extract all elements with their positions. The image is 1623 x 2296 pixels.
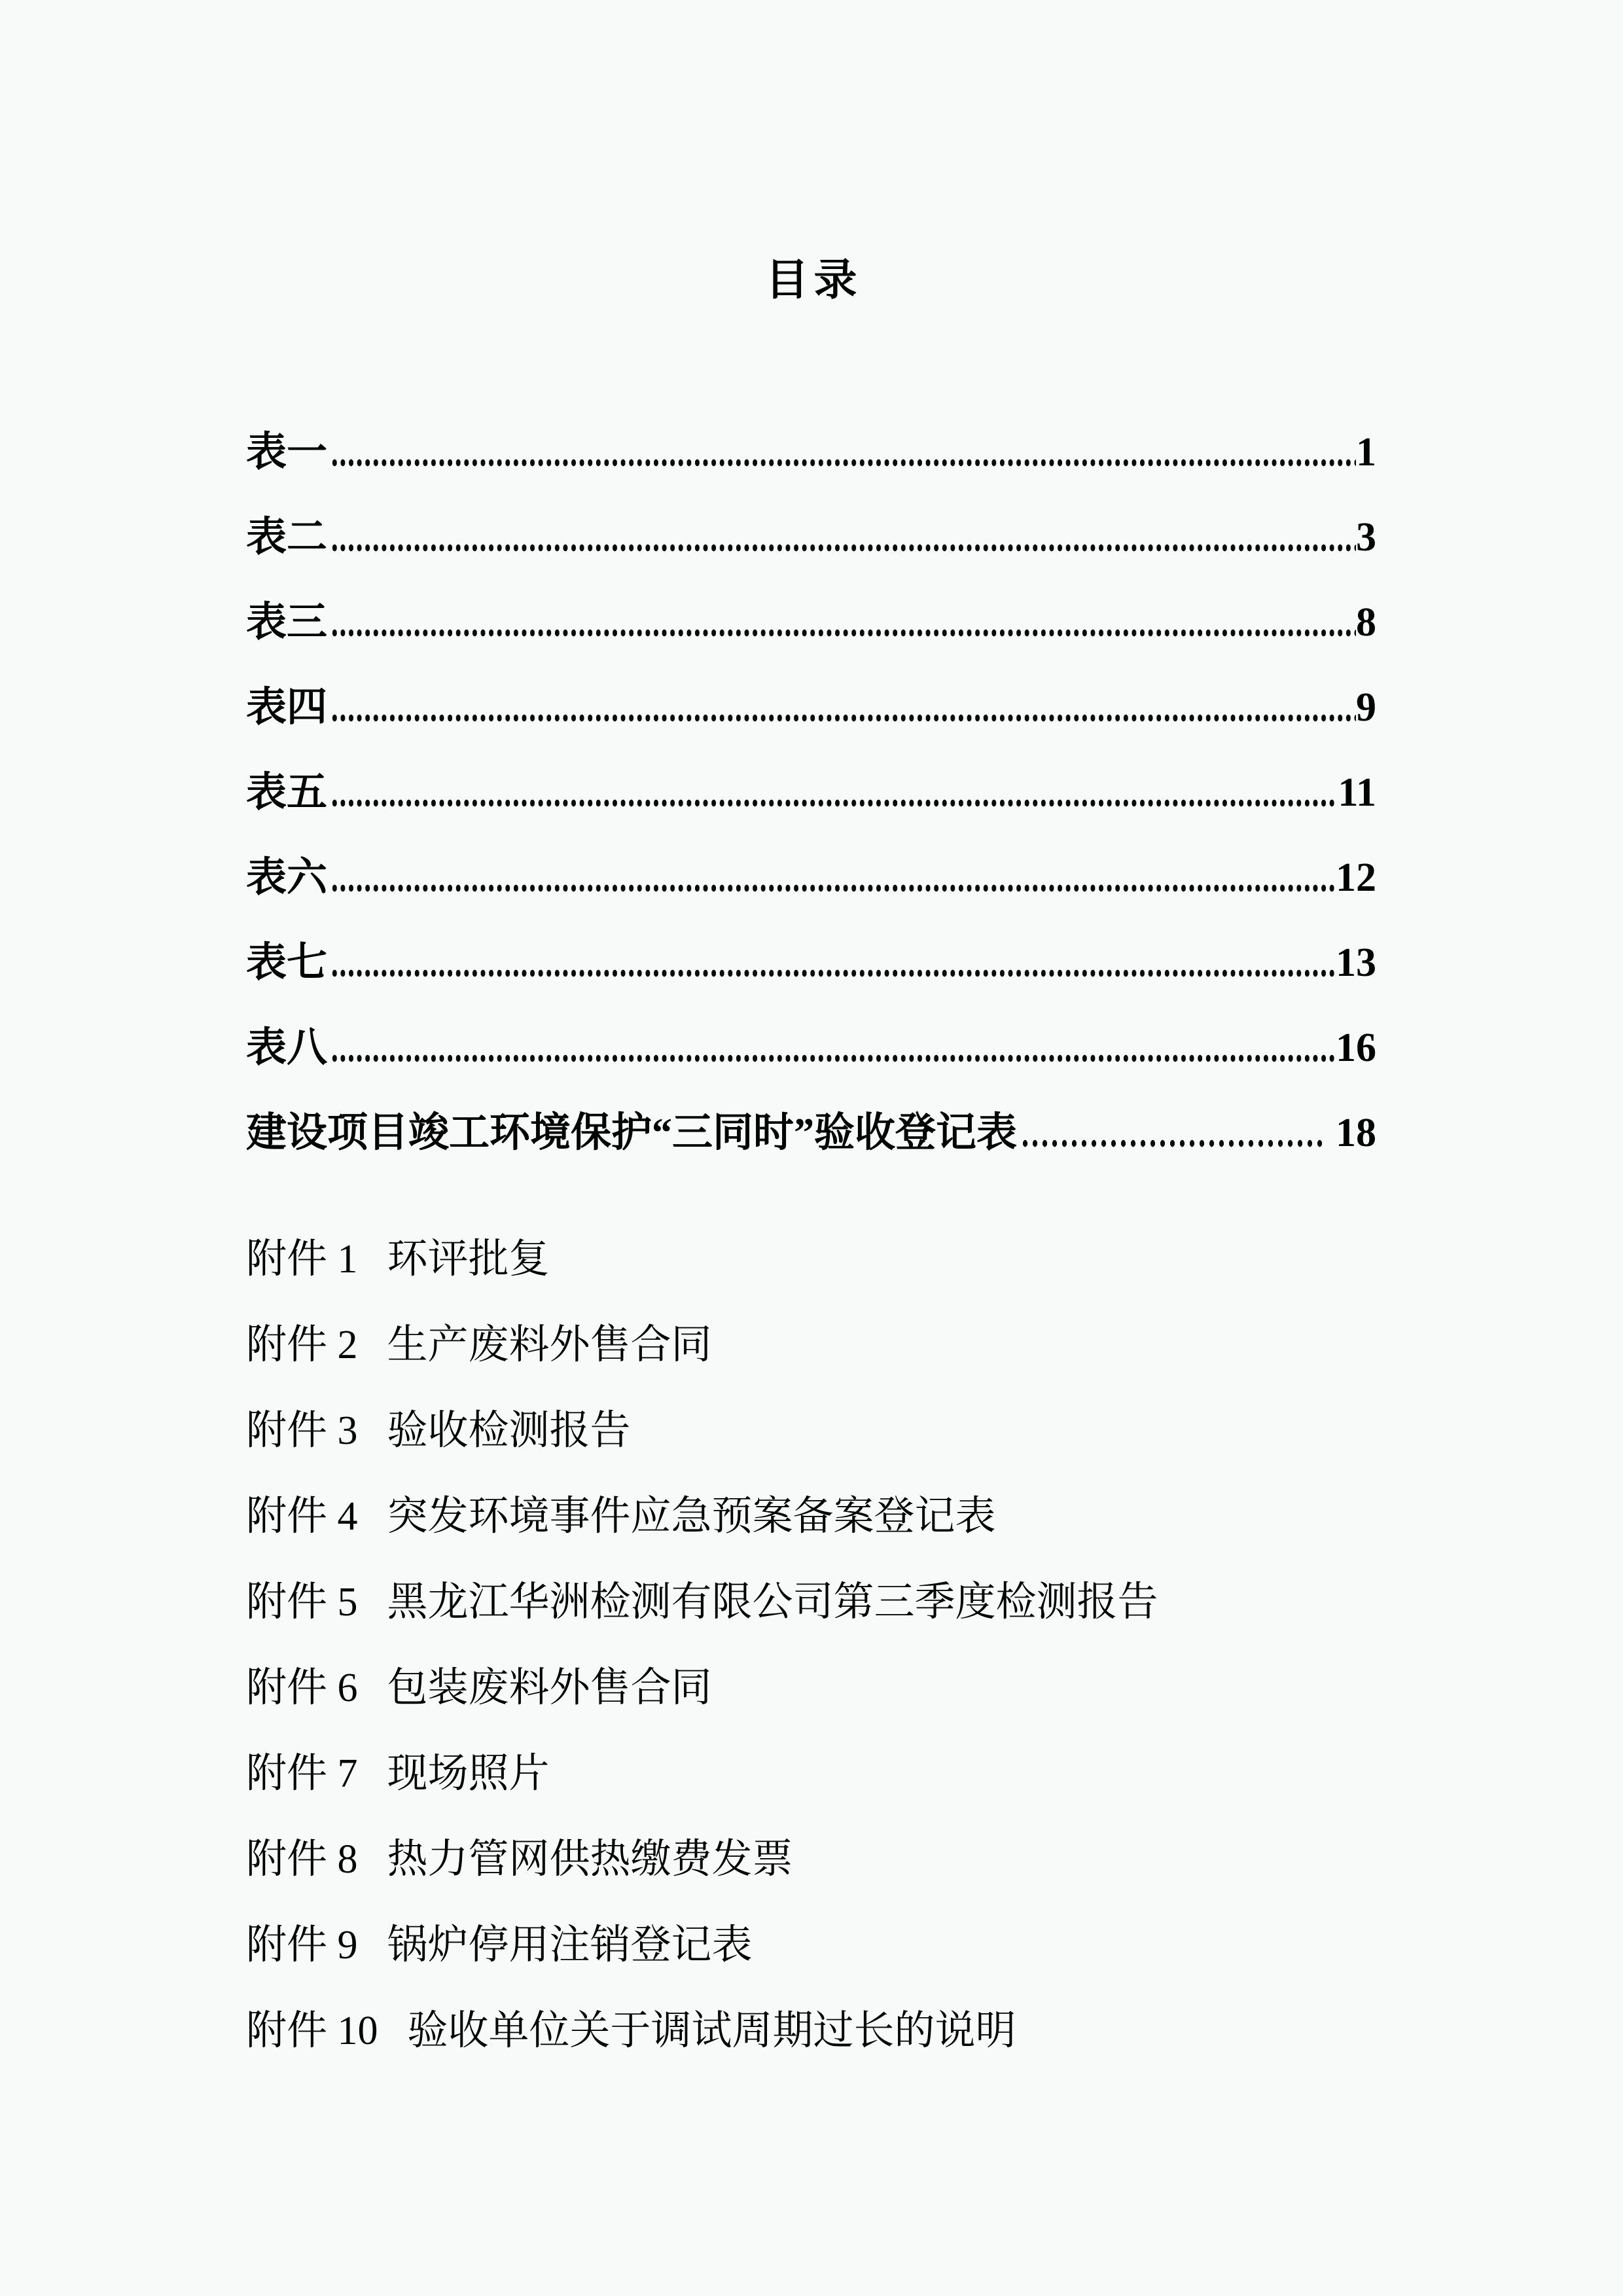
dot-leader xyxy=(330,798,1338,808)
attachment-label: 附件 2 xyxy=(246,1322,358,1367)
attachment-item xyxy=(246,1731,1376,1816)
toc-entry-label: 表二 xyxy=(246,515,328,560)
attachment-title: 验收检测报告 xyxy=(387,1408,631,1453)
toc-entry-label: 表三 xyxy=(246,600,328,645)
attachment-item xyxy=(246,1388,1376,1473)
toc-entry-label: 表六 xyxy=(246,855,328,900)
attachment-label: 附件 7 xyxy=(246,1751,358,1796)
attachment-label: 附件 6 xyxy=(246,1665,358,1710)
page-title: 目录 xyxy=(765,257,863,304)
attachment-item xyxy=(246,1473,1376,1559)
dot-leader xyxy=(1020,1138,1325,1149)
toc-entry-page-number: 16 xyxy=(1336,1026,1376,1070)
attachment-label: 附件 3 xyxy=(246,1408,358,1453)
toc-entry-page-number: 1 xyxy=(1356,430,1376,475)
attachment-item xyxy=(246,1988,1376,2073)
attachment-item xyxy=(246,1216,1376,1302)
toc-entry-page-number: 18 xyxy=(1336,1111,1376,1155)
toc-entry-page-number: 11 xyxy=(1338,770,1376,815)
toc-entry-label: 表七 xyxy=(246,941,328,985)
attachment-label: 附件 8 xyxy=(246,1837,358,1882)
attachment-label: 附件 5 xyxy=(246,1579,358,1624)
attachment-title: 包装废料外售合同 xyxy=(387,1665,712,1710)
toc-entry-page-number: 9 xyxy=(1356,685,1376,730)
attachment-title: 热力管网供热缴费发票 xyxy=(387,1837,793,1882)
toc-entry-page-number: 3 xyxy=(1356,515,1376,560)
attachment-item xyxy=(246,1559,1376,1645)
toc-entry-label: 建设项目竣工环境保护“三同时”验收登记表 xyxy=(246,1111,1018,1155)
dot-leader xyxy=(330,883,1336,893)
toc-entry-label: 表一 xyxy=(246,430,328,475)
toc-entry-page-number: 12 xyxy=(1336,855,1376,900)
attachment-label: 附件 4 xyxy=(246,1494,358,1539)
dot-leader xyxy=(330,457,1356,468)
attachment-title: 黑龙江华洲检测有限公司第三季度检测报告 xyxy=(387,1579,1158,1624)
toc-entry-page-number: 8 xyxy=(1356,600,1376,645)
attachment-item xyxy=(246,1816,1376,1902)
toc-entry xyxy=(246,495,1376,580)
attachment-title: 现场照片 xyxy=(387,1751,550,1796)
attachment-label: 附件 9 xyxy=(246,1922,358,1967)
attachment-title: 突发环境事件应急预案备案登记表 xyxy=(387,1494,996,1539)
toc-entry-label: 表五 xyxy=(246,770,328,815)
dot-leader xyxy=(330,713,1356,723)
toc-entry-label: 表八 xyxy=(246,1026,328,1070)
attachment-label: 附件 10 xyxy=(246,2008,378,2053)
attachment-title: 生产废料外售合同 xyxy=(387,1322,712,1367)
attachment-label: 附件 1 xyxy=(246,1236,358,1282)
attachment-item xyxy=(246,1902,1376,1988)
toc-list xyxy=(246,410,1376,1175)
toc-entry xyxy=(246,580,1376,665)
dot-leader xyxy=(330,1053,1336,1064)
toc-entry xyxy=(246,920,1376,1005)
attachment-title: 锅炉停用注销登记表 xyxy=(387,1922,753,1967)
toc-entry xyxy=(246,835,1376,920)
toc-entry xyxy=(246,1090,1376,1175)
toc-entry xyxy=(246,750,1376,835)
attachment-title: 验收单位关于调试周期过长的说明 xyxy=(407,2008,1016,2053)
attachment-item xyxy=(246,1645,1376,1731)
toc-entry xyxy=(246,410,1376,495)
attachment-item xyxy=(246,1302,1376,1388)
toc-entry-page-number: 13 xyxy=(1336,941,1376,985)
dot-leader xyxy=(330,628,1356,638)
toc-entry xyxy=(246,1005,1376,1090)
attachment-list xyxy=(246,1216,1376,2073)
dot-leader xyxy=(330,968,1336,978)
toc-entry-label: 表四 xyxy=(246,685,328,730)
toc-entry xyxy=(246,665,1376,750)
attachment-title: 环评批复 xyxy=(387,1236,550,1282)
dot-leader xyxy=(330,543,1356,553)
